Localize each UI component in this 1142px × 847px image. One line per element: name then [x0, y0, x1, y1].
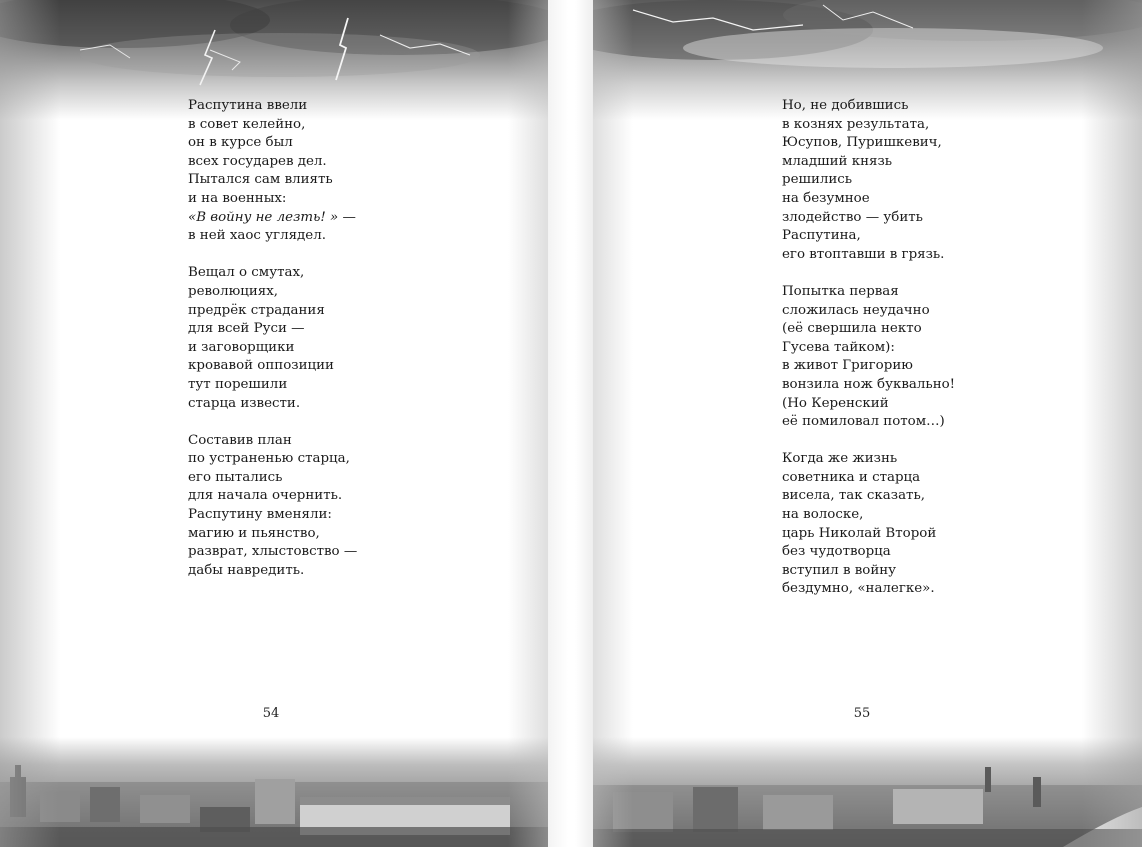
italic-quote: «В войну не лезть! » [188, 209, 339, 225]
poem-line: старца извести. [188, 395, 301, 411]
poem-line: Распутина, [782, 228, 861, 244]
poem-line: Составив план [188, 432, 292, 448]
poem-line: магию и пьянство, [188, 525, 320, 541]
poem-line: бездумно, «налегке». [782, 581, 935, 597]
poem-line: её помиловал потом…) [782, 414, 945, 430]
poem-line: Попытка первая [782, 283, 899, 299]
poem-line [188, 209, 357, 228]
poem-line: Распутину вменяли: [188, 507, 332, 523]
poem-line: висела, так сказать, [782, 488, 926, 504]
city-skyline-illustration [0, 737, 548, 847]
page-number: 54 [262, 706, 280, 721]
poem-line: решились [782, 172, 853, 188]
poem-line: Когда же жизнь [782, 451, 898, 467]
city-skyline-illustration [593, 737, 1142, 847]
poem-line: (Но Керенский [782, 395, 889, 411]
poem-line: революциях, [188, 283, 279, 299]
stanza [188, 264, 357, 413]
poem-line: сложилась неудачно [782, 302, 930, 318]
poem-line: в совет келейно, [188, 116, 306, 132]
poem-line: Юсупов, Пуришкевич, [782, 135, 942, 151]
poem-line: для всей Руси — [188, 321, 305, 337]
poem-line: его втоптавши в грязь. [782, 246, 945, 262]
stanza [782, 283, 955, 432]
poem-line: по устраненью старца, [188, 451, 350, 467]
poem-text [782, 97, 955, 618]
left-page [0, 0, 548, 847]
stanza [782, 97, 955, 264]
poem-line: Распутина ввели [188, 98, 308, 113]
stanza [782, 450, 955, 599]
poem-line: дабы навредить. [188, 562, 305, 578]
page-number: 55 [853, 706, 871, 721]
line-tail: — [338, 209, 356, 225]
poem-line: вступил в войну [782, 562, 897, 578]
poem-line: (её свершила некто [782, 321, 922, 337]
poem-line: и заговорщики [188, 339, 295, 355]
poem-line: Гусева тайком): [782, 339, 895, 355]
poem-line: он в курсе был [188, 135, 293, 151]
stanza [188, 97, 357, 246]
poem-line: советника и старца [782, 469, 921, 485]
poem-line: царь Николай Второй [782, 525, 937, 541]
poem-line: предрёк страдания [188, 302, 325, 318]
poem-line: вонзила нож буквально! [782, 376, 956, 392]
poem-line: в ней хаос углядел. [188, 228, 326, 244]
book-gutter [548, 0, 593, 847]
poem-line: без чудотворца [782, 544, 891, 560]
poem-line: Но, не добившись [782, 98, 909, 113]
poem-line: на волоске, [782, 507, 864, 523]
poem-line: разврат, хлыстовство — [188, 544, 358, 560]
stanza [188, 432, 357, 581]
poem-line: в кознях результата, [782, 116, 930, 132]
poem-line: в живот Григорию [782, 358, 913, 374]
right-page [593, 0, 1142, 847]
poem-text [188, 97, 357, 599]
poem-line: Пытался сам влиять [188, 172, 333, 188]
poem-line: всех государев дел. [188, 153, 327, 169]
poem-line: Вещал о смутах, [188, 265, 305, 281]
poem-line: младший князь [782, 153, 893, 169]
poem-line: на безумное [782, 190, 870, 206]
poem-line: и на военных: [188, 190, 287, 206]
poem-line: его пытались [188, 469, 283, 485]
poem-line: тут порешили [188, 376, 288, 392]
poem-line: для начала очернить. [188, 488, 343, 504]
poem-line: кровавой оппозиции [188, 358, 334, 374]
poem-line: злодейство — убить [782, 209, 923, 225]
